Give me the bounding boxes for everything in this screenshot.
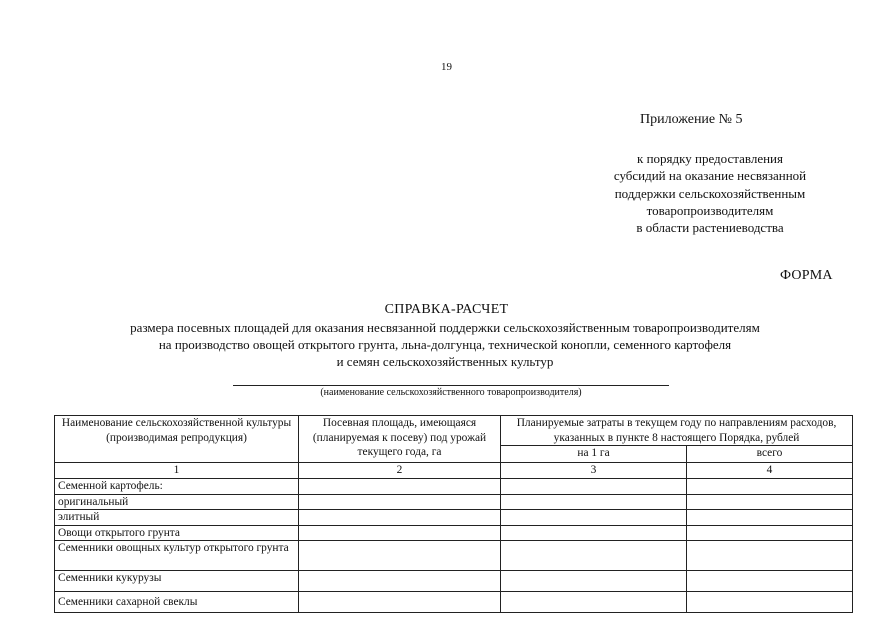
form-label: ФОРМА — [780, 268, 833, 283]
area-cell[interactable] — [299, 541, 501, 571]
table-row — [55, 494, 853, 510]
producer-name-caption: (наименование сельскохозяйственного товаропроизводителя) — [320, 387, 582, 398]
header-planned-costs: Планируемые затраты в текущем году по направлениям расходов, указанных в пункте 8 настоящего Порядка, рублей — [501, 416, 853, 446]
area-cell[interactable] — [299, 494, 501, 510]
area-cell[interactable] — [299, 525, 501, 541]
table-row — [55, 541, 853, 571]
cost-per-ha-cell[interactable] — [501, 525, 687, 541]
cost-total-cell[interactable] — [687, 592, 853, 613]
header-total: всего — [687, 446, 853, 463]
header-crop-name: Наименование сельскохозяйственной культуры (производимая репродукция) — [55, 416, 299, 463]
area-cell[interactable] — [299, 571, 501, 592]
crop-label: оригинальный — [55, 494, 299, 510]
cost-total-cell[interactable] — [687, 525, 853, 541]
subtitle-line: и семян сельскохозяйственных культур — [336, 354, 554, 369]
crop-label: Семенной картофель: — [55, 478, 299, 494]
cost-per-ha-cell[interactable] — [501, 571, 687, 592]
appendix-label: Приложение № 5 — [640, 112, 743, 127]
order-reference — [560, 150, 860, 236]
cost-per-ha-cell[interactable] — [501, 478, 687, 494]
cost-total-cell[interactable] — [687, 478, 853, 494]
order-line: субсидий на оказание несвязанной — [613, 168, 807, 184]
cost-per-ha-cell[interactable] — [501, 592, 687, 613]
table-row — [55, 592, 853, 613]
cost-per-ha-cell[interactable] — [501, 541, 687, 571]
document-title: СПРАВКА-РАСЧЕТ — [384, 302, 509, 317]
column-number: 1 — [55, 463, 299, 479]
header-per-hectare: на 1 га — [501, 446, 687, 463]
order-line: к порядку предоставления — [637, 151, 783, 166]
column-number: 3 — [501, 463, 687, 479]
cost-total-cell[interactable] — [687, 510, 853, 526]
page-number: 19 — [441, 61, 452, 73]
order-line: товаропроизводителям — [646, 202, 774, 218]
cost-total-cell[interactable] — [687, 571, 853, 592]
crop-label: Семенники кукурузы — [55, 571, 299, 592]
crop-label: Семенники овощных культур открытого грунта — [55, 541, 299, 571]
table-row — [55, 571, 853, 592]
table-row — [55, 478, 853, 494]
area-cell[interactable] — [299, 592, 501, 613]
order-line: в области растениеводства — [636, 220, 784, 236]
cost-per-ha-cell[interactable] — [501, 494, 687, 510]
area-cell[interactable] — [299, 478, 501, 494]
area-cell[interactable] — [299, 510, 501, 526]
producer-name-line[interactable] — [233, 385, 669, 386]
table-row — [55, 510, 853, 526]
crop-label: элитный — [55, 510, 299, 526]
subtitle-line: на производство овощей открытого грунта, льна-долгунца, технической конопли, семенного картофеля — [158, 337, 732, 352]
column-number: 4 — [687, 463, 853, 479]
crop-label: Овощи открытого грунта — [55, 525, 299, 541]
subtitle-line: размера посевных площадей для оказания несвязанной поддержки сельскохозяйственным товаропроизводителям — [130, 320, 760, 335]
order-line: поддержки сельскохозяйственным — [614, 185, 806, 201]
column-number-row — [55, 463, 853, 479]
cost-total-cell[interactable] — [687, 494, 853, 510]
table-row — [55, 525, 853, 541]
column-number: 2 — [299, 463, 501, 479]
crop-label: Семенники сахарной свеклы — [55, 592, 299, 613]
cost-total-cell[interactable] — [687, 541, 853, 571]
header-sown-area: Посевная площадь, имеющаяся (планируемая к посеву) под урожай текущего года, га — [299, 416, 501, 463]
cost-per-ha-cell[interactable] — [501, 510, 687, 526]
calculation-table — [54, 415, 853, 613]
document-subtitle — [40, 319, 850, 370]
